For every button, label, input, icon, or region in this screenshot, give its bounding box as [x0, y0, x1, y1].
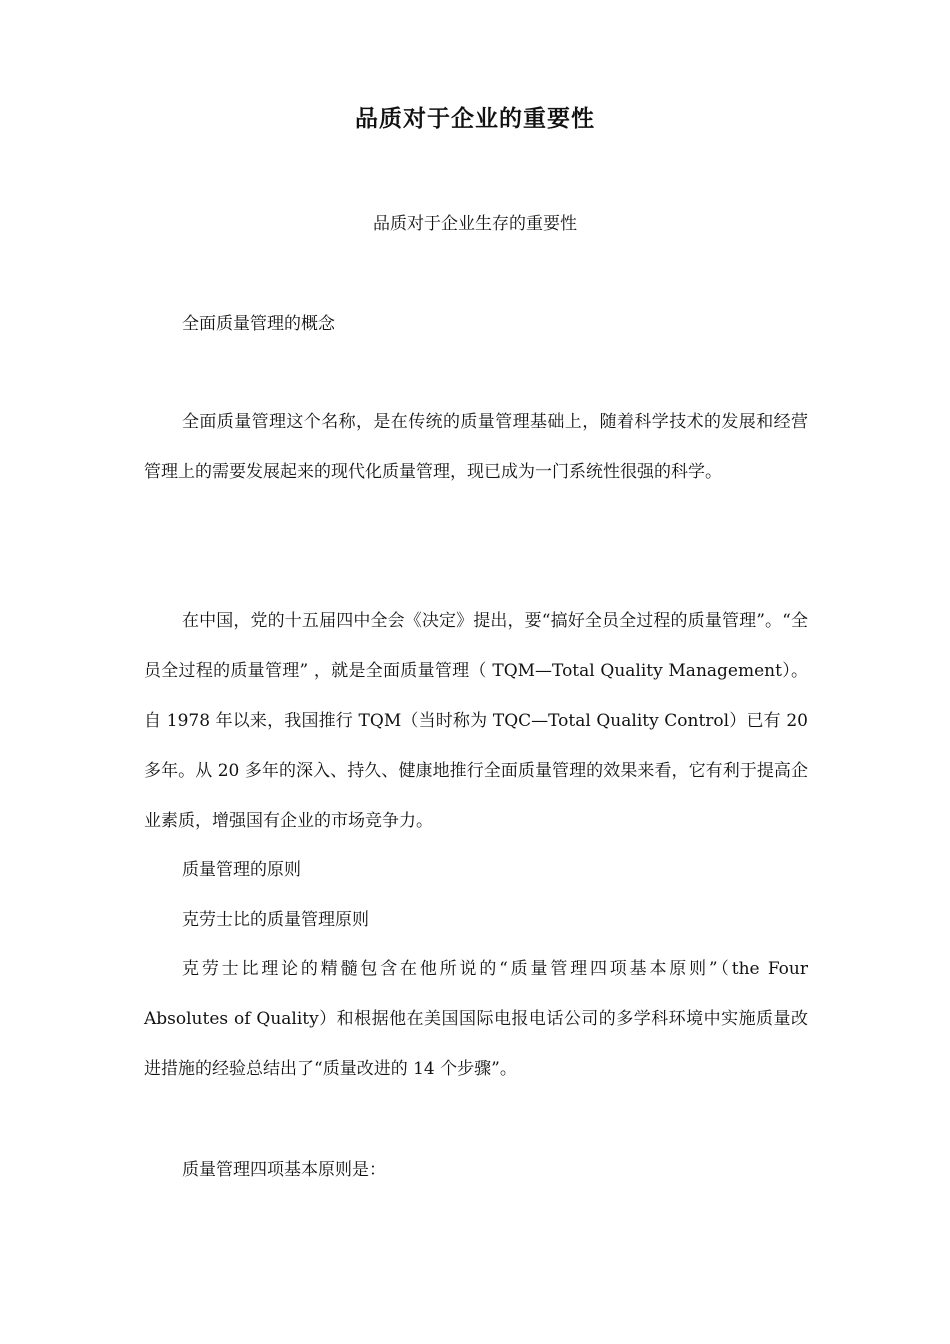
- document-subtitle: 品质对于企业生存的重要性: [373, 214, 577, 234]
- paragraph-text: 克劳士比理论的精髓包含在他所说的“质量管理四项基本原则”（the Four Absolutes of Quality）和根据他在美国国际电报电话公司的多学科环境中实施质量改进措施的经验总结出了“质量改进的 14 个步骤”。: [144, 959, 808, 1079]
- paragraph-crosby-theory: [144, 944, 808, 1094]
- paragraph-text: 在中国，党的十五届四中全会《决定》提出，要“搞好全员全过程的质量管理”。“全员全过程的质量管理” ，就是全面质量管理（ TQM—Total Quality Management）。自 1978 年以来，我国推行 TQM（当时称为 TQC—Total Quality Control）已有 20 多年。从 20 多年的深入、持久、健康地推行全面质量管理的效果来看，它有利于提高企业素质，增强国有企业的市场竞争力。: [144, 611, 808, 831]
- section-heading-crosby-principles: 克劳士比的质量管理原则: [182, 910, 369, 930]
- paragraph-tqm-china: [144, 596, 808, 846]
- section-heading-quality-principles: 质量管理的原则: [182, 860, 301, 880]
- document-title: 品质对于企业的重要性: [355, 105, 595, 132]
- section-heading-tqm-concept: 全面质量管理的概念: [182, 314, 335, 334]
- section-heading-four-absolutes: 质量管理四项基本原则是：: [182, 1160, 386, 1180]
- paragraph-text: 全面质量管理这个名称，是在传统的质量管理基础上，随着科学技术的发展和经营管理上的需要发展起来的现代化质量管理，现已成为一门系统性很强的科学。: [144, 412, 808, 482]
- paragraph-tqm-definition: [144, 397, 808, 497]
